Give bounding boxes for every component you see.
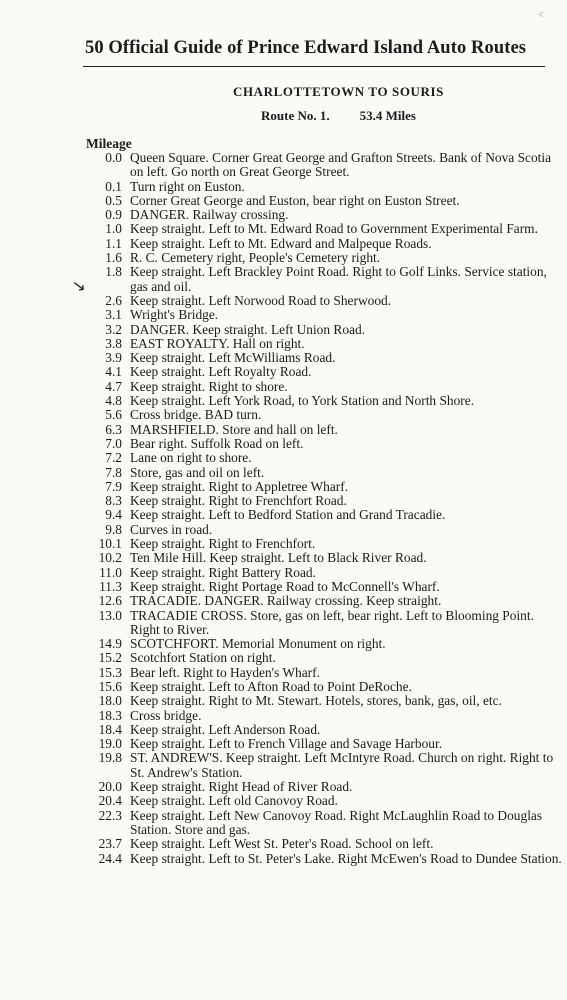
- entry-description: Queen Square. Corner Great George and Grafton Streets. Bank of Nova Scotia on left. Go north on Great George Street.: [130, 150, 552, 180]
- entry-mileage: 3.8: [105, 335, 122, 351]
- route-entry: [84, 837, 562, 851]
- route-entry: [84, 609, 562, 638]
- entry-mileage: 9.4: [105, 507, 122, 523]
- route-entry: [84, 780, 562, 794]
- route-entry: [84, 537, 562, 551]
- route-distance: 53.4 Miles: [359, 108, 416, 123]
- route-entry: [84, 809, 562, 838]
- entry-mileage: 8.3: [105, 493, 122, 509]
- route-entries: [84, 151, 562, 866]
- route-entry: [84, 337, 562, 351]
- entry-mileage: 11.0: [99, 564, 122, 580]
- route-entry: [84, 737, 562, 751]
- route-entry: [84, 423, 562, 437]
- route-entry: [84, 394, 562, 408]
- route-entry: [84, 222, 562, 236]
- entry-mileage: 19.8: [98, 750, 122, 766]
- entry-description: Keep straight. Right Head of River Road.: [130, 779, 353, 795]
- entry-mileage: 4.1: [105, 364, 122, 380]
- entry-description: Keep straight. Right Portage Road to McConnell's Wharf.: [130, 578, 440, 594]
- entry-mileage: 15.6: [98, 678, 122, 694]
- entry-description: DANGER. Keep straight. Left Union Road.: [130, 321, 366, 337]
- entry-description: Keep straight. Left Norwood Road to Sherwood.: [130, 292, 392, 308]
- entry-description: EAST ROYALTY. Hall on right.: [130, 335, 305, 351]
- entry-description: Wright's Bridge.: [130, 307, 219, 323]
- entry-description: MARSHFIELD. Store and hall on left.: [130, 421, 338, 437]
- route-entry: [84, 294, 562, 308]
- entry-mileage: 5.6: [105, 407, 122, 423]
- entry-mileage: 19.0: [98, 736, 122, 752]
- route-entry: [84, 237, 562, 251]
- entry-description: Turn right on Euston.: [130, 178, 245, 194]
- route-entry: [84, 437, 562, 451]
- entry-mileage: 3.1: [105, 307, 122, 323]
- entry-description: Keep straight. Left to St. Peter's Lake. Right McEwen's Road to Dundee Station.: [130, 850, 562, 866]
- entry-description: TRACADIE. DANGER. Railway crossing. Keep straight.: [130, 593, 442, 609]
- route-number: Route No. 1.: [261, 108, 330, 123]
- route-entry: [84, 408, 562, 422]
- header-rule: [83, 66, 545, 67]
- entry-mileage: 1.8: [105, 264, 122, 280]
- route-entry: [84, 151, 562, 180]
- route-entry: [84, 451, 562, 465]
- route-entry: [84, 323, 562, 337]
- route-entry: [84, 208, 562, 222]
- route-entry: [84, 694, 562, 708]
- entry-description: Keep straight. Left Brackley Point Road. Right to Golf Links. Service station, gas and oil.: [130, 264, 547, 294]
- entry-description: R. C. Cemetery right, People's Cemetery right.: [130, 250, 381, 266]
- entry-mileage: 20.4: [98, 793, 122, 809]
- entry-description: Keep straight. Left to Afton Road to Point DeRoche.: [130, 678, 412, 694]
- entry-description: Keep straight. Left old Canovoy Road.: [130, 793, 338, 809]
- entry-mileage: 1.0: [105, 221, 122, 237]
- route-entry: [84, 637, 562, 651]
- route-entry: [84, 551, 562, 565]
- entry-mileage: 14.9: [98, 636, 122, 652]
- entry-description: Bear left. Right to Hayden's Wharf.: [130, 664, 320, 680]
- entry-mileage: 7.8: [105, 464, 122, 480]
- route-entry: [84, 194, 562, 208]
- entry-description: Corner Great George and Euston, bear right on Euston Street.: [130, 192, 460, 208]
- entry-description: ST. ANDREW'S. Keep straight. Left McIntyre Road. Church on right. Right to St. Andrew's Station.: [130, 750, 554, 780]
- entry-mileage: 4.7: [105, 378, 122, 394]
- entry-mileage: 6.3: [105, 421, 122, 437]
- entry-description: Store, gas and oil on left.: [130, 464, 265, 480]
- mileage-heading: Mileage: [86, 136, 132, 151]
- route-entry: [84, 508, 562, 522]
- entry-mileage: 15.3: [98, 664, 122, 680]
- entry-mileage: 7.2: [105, 450, 122, 466]
- entry-mileage: 12.6: [98, 593, 122, 609]
- route-entry: [84, 180, 562, 194]
- entry-description: Keep straight. Right to Mt. Stewart. Hotels, stores, bank, gas, oil, etc.: [130, 693, 502, 709]
- entry-description: Curves in road.: [130, 521, 213, 537]
- entry-description: SCOTCHFORT. Memorial Monument on right.: [130, 636, 386, 652]
- entry-mileage: 2.6: [105, 292, 122, 308]
- entry-description: Scotchfort Station on right.: [130, 650, 276, 666]
- route-entry: [84, 494, 562, 508]
- route-entry: [84, 480, 562, 494]
- route-entry: [84, 651, 562, 665]
- entry-mileage: 9.8: [105, 521, 122, 537]
- entry-mileage: 0.9: [105, 207, 122, 223]
- entry-mileage: 10.2: [98, 550, 122, 566]
- route-entry: [84, 265, 562, 294]
- entry-mileage: 15.2: [98, 650, 122, 666]
- handwritten-check-mark: ↘: [70, 275, 87, 296]
- entry-description: Ten Mile Hill. Keep straight. Left to Black River Road.: [130, 550, 427, 566]
- entry-mileage: 22.3: [98, 807, 122, 823]
- entry-mileage: 0.5: [105, 192, 122, 208]
- entry-mileage: 3.2: [105, 321, 122, 337]
- entry-description: Keep straight. Right to Appletree Wharf.: [130, 478, 349, 494]
- corner-mark: <: [538, 10, 544, 21]
- route-entry: [84, 351, 562, 365]
- entry-description: Keep straight. Left Anderson Road.: [130, 721, 321, 737]
- entry-description: Lane on right to shore.: [130, 450, 252, 466]
- route-entry: [84, 580, 562, 594]
- route-entry: [84, 723, 562, 737]
- route-entry: [84, 380, 562, 394]
- route-entry: [84, 466, 562, 480]
- entry-mileage: 20.0: [98, 779, 122, 795]
- route-entry: [84, 251, 562, 265]
- route-entry: [84, 594, 562, 608]
- entry-description: Keep straight. Left West St. Peter's Road. School on left.: [130, 836, 434, 852]
- entry-description: Keep straight. Right to Frenchfort.: [130, 536, 316, 552]
- route-subtitle: [0, 108, 567, 124]
- route-entry: [84, 751, 562, 780]
- entry-description: Keep straight. Left Royalty Road.: [130, 364, 312, 380]
- entry-mileage: 18.4: [98, 721, 122, 737]
- entry-mileage: 18.0: [98, 693, 122, 709]
- entry-description: Keep straight. Right to Frenchfort Road.: [130, 493, 347, 509]
- entry-mileage: 11.3: [99, 578, 122, 594]
- entry-description: Keep straight. Left to Mt. Edward Road to Government Experimental Farm.: [130, 221, 538, 237]
- route-title: CHARLOTTETOWN TO SOURIS: [232, 84, 445, 99]
- entry-description: Keep straight. Right to shore.: [130, 378, 288, 394]
- entry-description: Keep straight. Left to Mt. Edward and Malpeque Roads.: [130, 235, 432, 251]
- route-entry: [84, 680, 562, 694]
- entry-mileage: 1.6: [105, 250, 122, 266]
- route-entry: [84, 666, 562, 680]
- entry-description: Keep straight. Left to Bedford Station and Grand Tracadie.: [130, 507, 446, 523]
- entry-mileage: 7.0: [105, 435, 122, 451]
- entry-description: DANGER. Railway crossing.: [130, 207, 289, 223]
- entry-mileage: 7.9: [105, 478, 122, 494]
- entry-description: Keep straight. Right Battery Road.: [130, 564, 316, 580]
- route-entry: [84, 566, 562, 580]
- route-entry: [84, 794, 562, 808]
- entry-description: Keep straight. Left York Road, to York Station and North Shore.: [130, 393, 475, 409]
- entry-description: TRACADIE CROSS. Store, gas on left, bear right. Left to Blooming Point. Right to River.: [130, 607, 534, 637]
- entry-description: Cross bridge.: [130, 707, 202, 723]
- entry-mileage: 18.3: [98, 707, 122, 723]
- entry-description: Keep straight. Left New Canovoy Road. Right McLaughlin Road to Douglas Station. Store and gas.: [130, 807, 543, 837]
- entry-mileage: 10.1: [98, 536, 122, 552]
- route-entry: [84, 308, 562, 322]
- page-header: 50 Official Guide of Prince Edward Island Auto Routes: [85, 38, 527, 58]
- entry-description: Keep straight. Left McWilliams Road.: [130, 350, 336, 366]
- entry-description: Keep straight. Left to French Village and Savage Harbour.: [130, 736, 443, 752]
- entry-description: Cross bridge. BAD turn.: [130, 407, 262, 423]
- route-entry: [84, 365, 562, 379]
- entry-description: Bear right. Suffolk Road on left.: [130, 435, 304, 451]
- route-entry: [84, 709, 562, 723]
- entry-mileage: 23.7: [98, 836, 122, 852]
- entry-mileage: 13.0: [98, 607, 122, 623]
- entry-mileage: 0.0: [105, 150, 122, 165]
- entry-mileage: 0.1: [105, 178, 122, 194]
- entry-mileage: 1.1: [105, 235, 122, 251]
- entry-mileage: 3.9: [105, 350, 122, 366]
- entry-mileage: 4.8: [105, 393, 122, 409]
- route-entry: [84, 523, 562, 537]
- entry-mileage: 24.4: [98, 850, 122, 866]
- route-entry: [84, 852, 562, 866]
